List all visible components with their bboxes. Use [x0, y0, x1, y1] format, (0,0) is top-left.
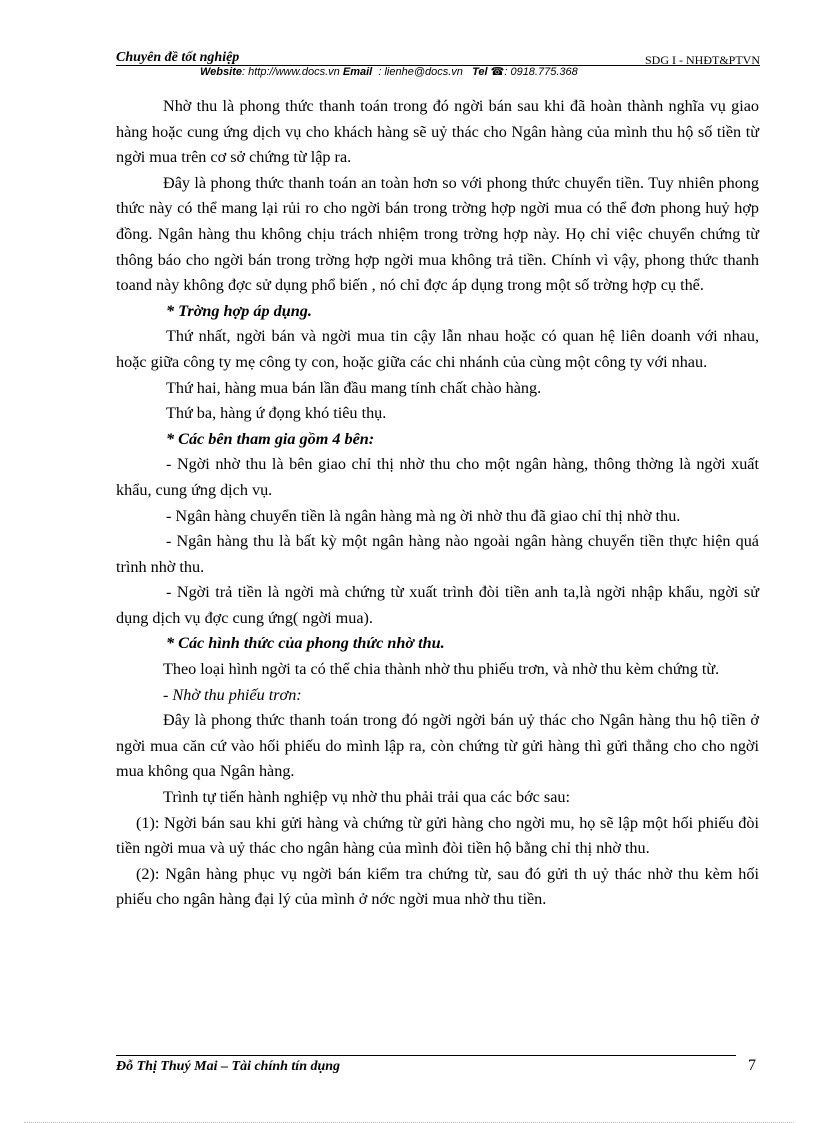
header-contact	[200, 65, 578, 78]
paragraph-clean-collection: Đây là phong thức thanh toán trong đó ngời ngời bán uỷ thác cho Ngân hàng thu hộ tiền ở ngời mua căn cứ vào hối phiếu do mình lập ra, còn chứng từ gửi hàng thì gửi thẳng cho cho ngời mua không qua Ngân hàng.	[116, 711, 759, 781]
phone-icon: ☎	[490, 66, 505, 78]
paragraph-party-3: - Ngân hàng thu là bất kỳ một ngân hàng nào ngoài ngân hàng chuyển tiền thực hiện quá trình nhờ thu.	[116, 532, 759, 576]
paragraph-case-2: Thứ hai, hàng mua bán lần đầu mang tính chất chào hàng.	[166, 378, 542, 397]
email-value: : lienhe@docs.vn	[378, 66, 463, 78]
email-label: Email	[342, 66, 373, 78]
footer-author: Đỗ Thị Thuý Mai – Tài chính tín dụng	[116, 1059, 341, 1074]
paragraph-forms: Theo loại hình ngời ta có thể chia thành nhờ thu phiếu trơn, và nhờ thu kèm chứng từ.	[163, 660, 720, 679]
paragraph-risk: Đây là phong thức thanh toán an toàn hơn so với phong thức chuyển tiền. Tuy nhiên phong thức này có thể mang lại rủi ro cho ngời bán trong trờng hợp ngời mua có thể đơn phong huỷ hợp đồng. Ngân hàng thu không chịu trách nhiệm trong trờng hợp này. Họ chỉ việc chuyển chứng từ thông báo cho ngời bán trong trờng hợp ngời mua không trả tiền. Chính vì vậy, phong thức thanh toand này không đợc sử dụng phổ biến , nó chỉ đợc áp dụng trong một số trờng hợp cụ thể.	[116, 173, 759, 295]
heading-forms: * Các hình thức của phong thức nhờ thu.	[166, 634, 445, 653]
paragraph-party-4: - Ngời trả tiền là ngời mà chứng từ xuất trình đòi tiền anh ta,là ngời nhập khẩu, ngời sử dụng dịch vụ đợc cung ứng( ngời mua).	[116, 583, 759, 627]
heading-applicable-cases: * Trờng hợp áp dụng.	[166, 301, 312, 320]
header-code: SDG I - NHĐT&PTVN	[645, 53, 760, 67]
document-body	[116, 94, 759, 913]
paragraph-party-1: - Ngời nhờ thu là bên giao chỉ thị nhờ thu cho một ngân hàng, thông thờng là ngời xuất khẩu, cung ứng dịch vụ.	[116, 455, 759, 499]
page-number: 7	[748, 1057, 756, 1074]
heading-parties: * Các bên tham gia gồm 4 bên:	[166, 429, 375, 448]
website-value: : http://www.docs.vn	[241, 66, 340, 78]
page-header	[116, 50, 760, 82]
paragraph-case-3: Thứ ba, hàng ứ đọng khó tiêu thụ.	[166, 404, 387, 423]
header-title: Chuyên đề tốt nghiệp	[116, 50, 240, 65]
paragraph-step-2: (2): Ngân hàng phục vụ ngời bán kiểm tra chứng từ, sau đó gửi th uỷ thác nhờ thu kèm hối phiếu cho ngân hàng đại lý của mình ở nớc ngời mua nhờ thu tiền.	[116, 864, 759, 909]
footer-rule	[116, 1055, 736, 1056]
paragraph-step-1: (1): Ngời bán sau khi gửi hàng và chứng từ gửi hàng cho ngời mu, họ sẽ lập một hối phiếu đòi tiền ngời mua và uỷ thác cho ngân hàng của mình đòi tiền hộ bằng chỉ thị nhờ thu.	[116, 813, 759, 858]
tel-value: : 0918.775.368	[504, 66, 578, 78]
paragraph-procedure: Trình tự tiến hành nghiệp vụ nhờ thu phải trải qua các bớc sau:	[163, 788, 570, 807]
website-label: Website	[200, 66, 242, 78]
page-footer	[116, 1055, 760, 1075]
paragraph-party-2: - Ngân hàng chuyển tiền là ngân hàng mà ng ời nhờ thu đã giao chỉ thị nhờ thu.	[166, 506, 681, 525]
tel-label: Tel	[472, 66, 488, 78]
paragraph-case-1: Thứ nhất, ngời bán và ngời mua tin cậy lẫn nhau hoặc có quan hệ liên doanh với nhau, hoặc giữa công ty mẹ công ty con, hoặc giữa các chi nhánh của cùng một công ty với nhau.	[116, 327, 759, 371]
paragraph-definition: Nhờ thu là phong thức thanh toán trong đó ngời bán sau khi đã hoàn thành nghĩa vụ giao hàng hoặc cung ứng dịch vụ cho khách hàng sẽ uỷ thác cho Ngân hàng của mình thu hộ số tiền từ ngời mua trên cơ sở chứng từ lập ra.	[116, 97, 759, 167]
subheading-clean-collection: - Nhờ thu phiếu trơn:	[163, 685, 302, 704]
